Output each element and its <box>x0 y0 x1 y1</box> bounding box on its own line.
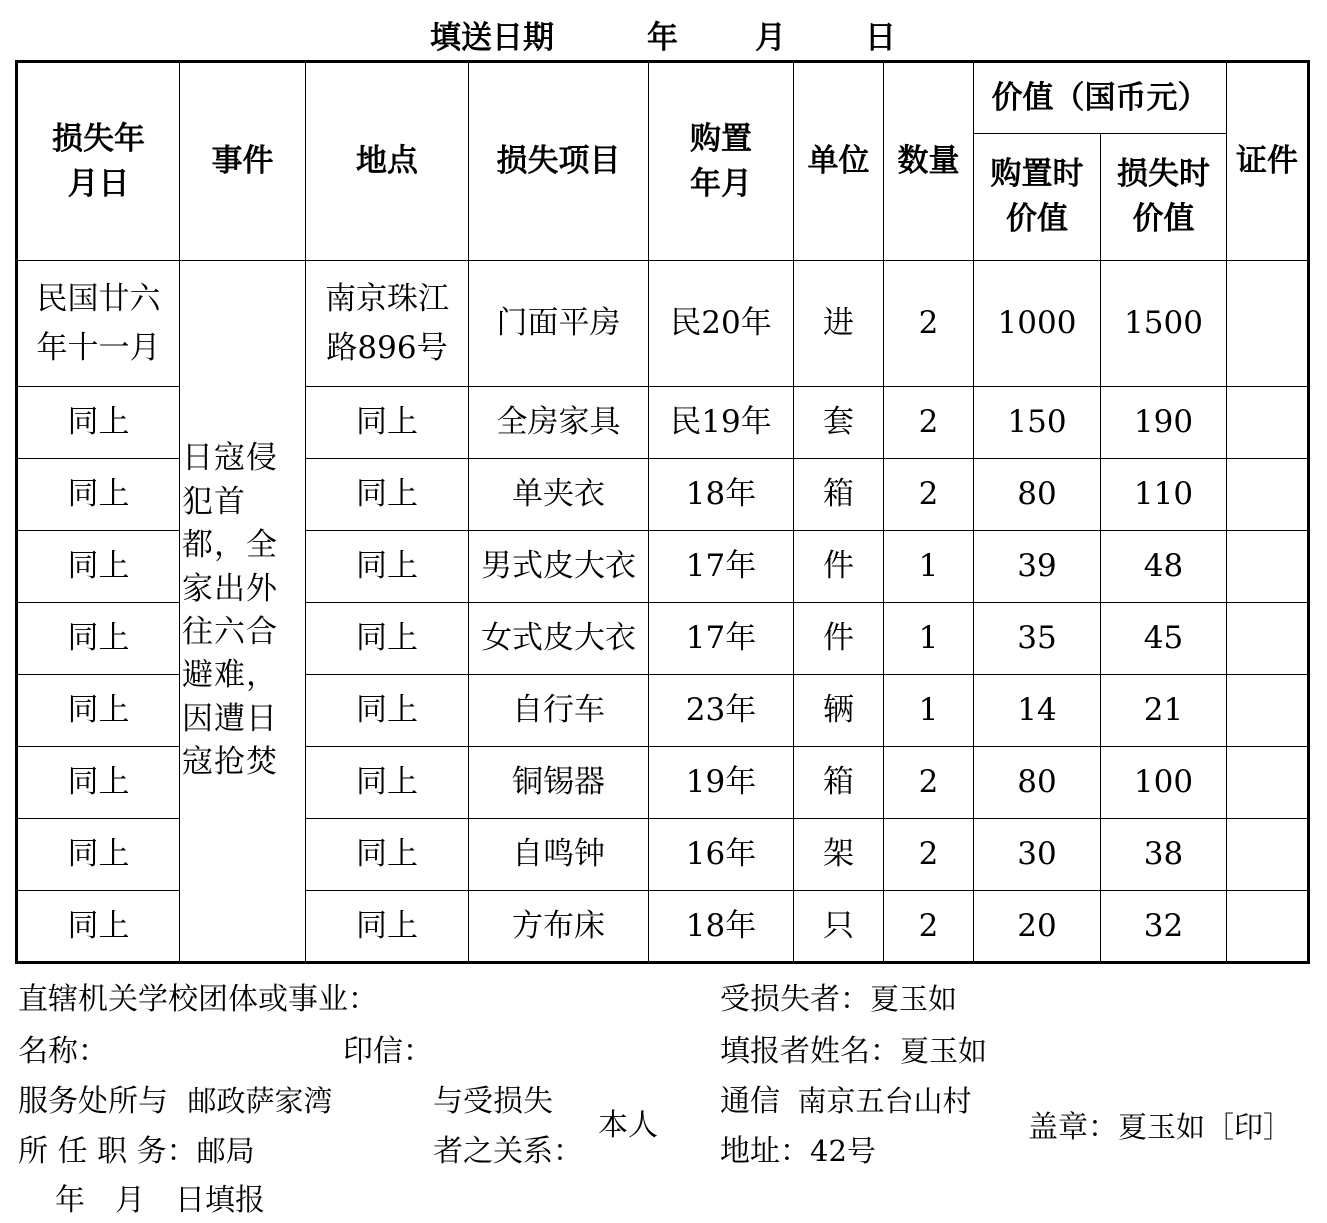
reporter-label: 填报者姓名： <box>720 1034 900 1069</box>
cell-purchase-date: 23年 <box>649 675 794 747</box>
position-value: 邮局 <box>196 1134 255 1168</box>
cell-value-at-loss: 38 <box>1101 819 1227 891</box>
cell-value-at-purchase: 1000 <box>974 261 1101 387</box>
relation-value: 本人 <box>598 1108 658 1143</box>
service-value: 邮政萨家湾 <box>187 1084 333 1118</box>
cell-quantity: 2 <box>884 819 974 891</box>
cell-unit: 箱 <box>794 747 884 819</box>
cell-loss-item: 铜锡器 <box>469 747 649 819</box>
comm-label: 通信 <box>720 1084 780 1119</box>
submit-date-label: 填送日期 <box>430 20 554 56</box>
cell-unit: 辆 <box>794 675 884 747</box>
header-loss-item: 损失项目 <box>469 62 649 261</box>
cell-unit: 架 <box>794 819 884 891</box>
cell-loss-date: 同上 <box>17 531 180 603</box>
cell-location: 同上 <box>306 531 469 603</box>
cell-certificate <box>1227 747 1309 819</box>
relation-label-2: 者之关系： <box>433 1134 583 1169</box>
header-purchase-date-text: 购置年月 <box>690 120 752 202</box>
cell-value-at-loss: 45 <box>1101 603 1227 675</box>
cell-loss-item: 全房家具 <box>469 387 649 459</box>
cell-loss-date-text: 民国廿六年十一月 <box>36 281 161 366</box>
cell-loss-item: 门面平房 <box>469 261 649 387</box>
cell-loss-date: 同上 <box>17 819 180 891</box>
cell-loss-item: 单夹衣 <box>469 459 649 531</box>
cell-quantity: 2 <box>884 747 974 819</box>
cell-location: 同上 <box>306 387 469 459</box>
cell-value-at-purchase: 20 <box>974 891 1101 963</box>
header-purchase-date <box>649 62 794 261</box>
cell-value-at-loss: 32 <box>1101 891 1227 963</box>
cell-value-at-purchase: 80 <box>974 747 1101 819</box>
reporter-line <box>720 1034 987 1070</box>
cell-purchase-date: 民19年 <box>649 387 794 459</box>
cell-purchase-date: 17年 <box>649 531 794 603</box>
cell-unit: 进 <box>794 261 884 387</box>
cell-purchase-date: 18年 <box>649 459 794 531</box>
cell-certificate <box>1227 261 1309 387</box>
address-label: 地址： <box>720 1134 810 1169</box>
cell-certificate <box>1227 603 1309 675</box>
cell-unit: 件 <box>794 603 884 675</box>
cell-certificate <box>1227 891 1309 963</box>
cell-quantity: 2 <box>884 261 974 387</box>
cell-location: 同上 <box>306 459 469 531</box>
cell-location: 同上 <box>306 891 469 963</box>
day-label: 日 <box>865 20 896 56</box>
report-date-line: 年 月 日填报 <box>55 1183 265 1218</box>
header-certificate: 证件 <box>1227 62 1309 261</box>
org-label: 直辖机关学校团体或事业： <box>18 982 378 1017</box>
cell-value-at-loss: 21 <box>1101 675 1227 747</box>
victim-line <box>720 982 957 1018</box>
header-value-at-purchase-text: 购置时价值 <box>990 156 1084 237</box>
header-location: 地点 <box>306 62 469 261</box>
month-label: 月 <box>755 20 786 56</box>
loss-report-table <box>15 60 1310 964</box>
cell-quantity: 2 <box>884 459 974 531</box>
cell-location-text: 南京珠江路896号 <box>325 281 449 366</box>
cell-value-at-purchase: 39 <box>974 531 1101 603</box>
cell-quantity: 2 <box>884 891 974 963</box>
name-label: 名称： <box>18 1034 108 1069</box>
cell-certificate <box>1227 819 1309 891</box>
header-value-group: 价值（国币元） <box>974 62 1227 134</box>
cell-unit: 只 <box>794 891 884 963</box>
comm-value: 南京五台山村 <box>797 1084 972 1118</box>
cell-purchase-date: 16年 <box>649 819 794 891</box>
cell-quantity: 1 <box>884 603 974 675</box>
seal-label: 印信： <box>343 1034 433 1069</box>
cell-location <box>306 261 469 387</box>
victim-value: 夏玉如 <box>870 982 958 1016</box>
cell-quantity: 1 <box>884 531 974 603</box>
cell-loss-item: 男式皮大衣 <box>469 531 649 603</box>
cell-location: 同上 <box>306 603 469 675</box>
cell-value-at-loss: 100 <box>1101 747 1227 819</box>
position-label: 所 任 职 务： <box>18 1134 197 1169</box>
header-unit: 单位 <box>794 62 884 261</box>
cell-purchase-date: 17年 <box>649 603 794 675</box>
header-value-at-loss <box>1101 134 1227 261</box>
cell-value-at-purchase: 14 <box>974 675 1101 747</box>
cell-loss-item: 方布床 <box>469 891 649 963</box>
cell-loss-date <box>17 261 180 387</box>
stamp-label: 盖章： <box>1028 1110 1118 1145</box>
cell-unit: 箱 <box>794 459 884 531</box>
cell-location: 同上 <box>306 819 469 891</box>
cell-certificate <box>1227 531 1309 603</box>
cell-value-at-loss: 1500 <box>1101 261 1227 387</box>
service-label: 服务处所与 <box>18 1084 168 1119</box>
cell-loss-date: 同上 <box>17 891 180 963</box>
cell-location: 同上 <box>306 747 469 819</box>
cell-quantity: 2 <box>884 387 974 459</box>
cell-event: 日寇侵犯首都，全家出外往六合避难，因遭日寇抢焚 <box>180 261 306 963</box>
cell-certificate <box>1227 387 1309 459</box>
comm-line <box>720 1084 972 1120</box>
cell-loss-date: 同上 <box>17 747 180 819</box>
year-label: 年 <box>647 20 678 56</box>
cell-loss-date: 同上 <box>17 387 180 459</box>
address-value: 42号 <box>810 1134 876 1168</box>
reporter-value: 夏玉如 <box>900 1034 988 1068</box>
cell-unit: 件 <box>794 531 884 603</box>
header-loss-date <box>17 62 180 261</box>
stamp-value: 夏玉如［印］ <box>1118 1110 1293 1144</box>
cell-loss-date: 同上 <box>17 459 180 531</box>
header-event: 事件 <box>180 62 306 261</box>
cell-quantity: 1 <box>884 675 974 747</box>
cell-unit: 套 <box>794 387 884 459</box>
cell-loss-date: 同上 <box>17 603 180 675</box>
cell-location: 同上 <box>306 675 469 747</box>
cell-value-at-purchase: 150 <box>974 387 1101 459</box>
cell-purchase-date: 19年 <box>649 747 794 819</box>
table-row <box>17 261 1309 387</box>
victim-label: 受损失者： <box>720 982 870 1017</box>
cell-purchase-date: 民20年 <box>649 261 794 387</box>
header-value-at-purchase <box>974 134 1101 261</box>
header-quantity: 数量 <box>884 62 974 261</box>
cell-loss-item: 女式皮大衣 <box>469 603 649 675</box>
relation-label-1: 与受损失 <box>433 1084 553 1119</box>
table-body <box>17 261 1309 963</box>
position-line <box>18 1134 255 1170</box>
cell-value-at-purchase: 30 <box>974 819 1101 891</box>
cell-value-at-loss: 48 <box>1101 531 1227 603</box>
header-value-at-loss-text: 损失时价值 <box>1117 156 1210 237</box>
cell-value-at-purchase: 35 <box>974 603 1101 675</box>
cell-loss-date: 同上 <box>17 675 180 747</box>
header-loss-date-text: 损失年月日 <box>52 120 145 202</box>
cell-certificate <box>1227 459 1309 531</box>
cell-purchase-date: 18年 <box>649 891 794 963</box>
cell-loss-item: 自鸣钟 <box>469 819 649 891</box>
submit-date-line <box>0 8 1327 54</box>
stamp-line <box>1028 1110 1292 1146</box>
cell-value-at-purchase: 80 <box>974 459 1101 531</box>
address-line <box>720 1134 876 1170</box>
cell-certificate <box>1227 675 1309 747</box>
cell-value-at-loss: 110 <box>1101 459 1227 531</box>
cell-loss-item: 自行车 <box>469 675 649 747</box>
cell-value-at-loss: 190 <box>1101 387 1227 459</box>
service-line <box>18 1084 333 1120</box>
